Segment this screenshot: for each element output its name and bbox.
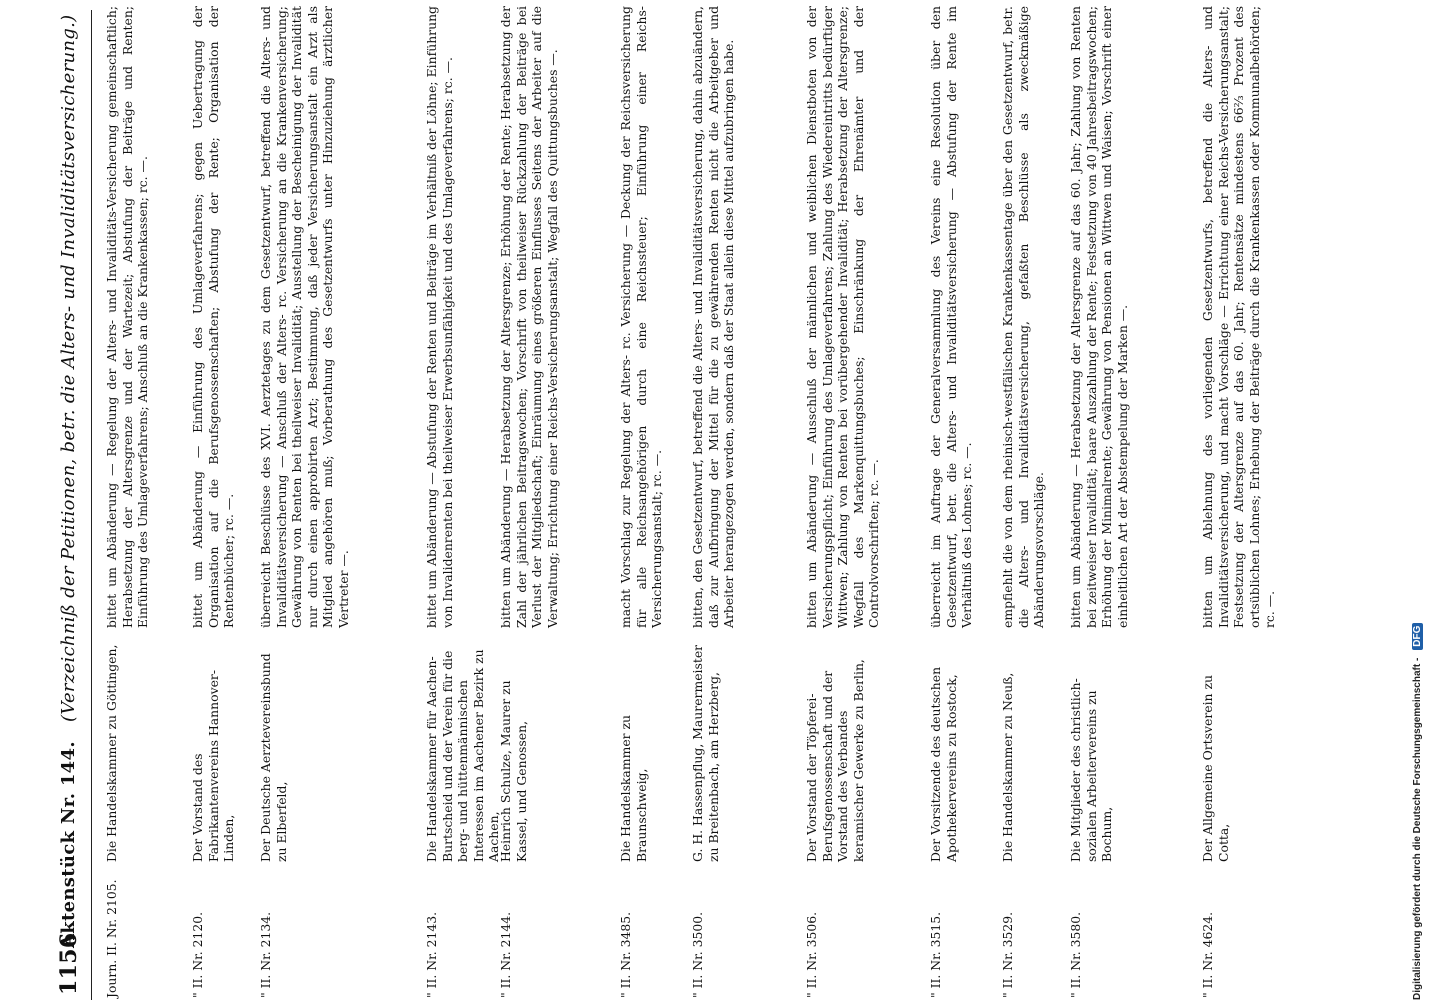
petition-request: empfiehlt die von dem rheinisch-westfälischen Krankenkassentage über den Gesetzentwurf, betr. die Alters- und Invaliditätsversicherung, gefaßten Beschlüsse als zweckmäßige Abänderungsvorschläge. <box>1000 6 1046 628</box>
page-number: 1156 <box>56 932 82 995</box>
petition-request: bittet um Abänderung — Abstufung der Renten und Beiträge im Verhältniß der Löhne; Einführung von Invalidenrenten bei theilweiser Erwerbsunfähigkeit und des Umlageverfahrens; rc. —. <box>424 6 455 628</box>
petitioner: Der Deutsche Aerztevereinsbund zu Elberfeld, <box>258 653 289 862</box>
petitioner: Die Mitglieder des christlich-sozialen Arbeitervereins zu Bochum, <box>1068 678 1114 862</box>
journal-reference: " II. Nr. 3500. <box>690 911 705 998</box>
petition-request: bitten um Abänderung — Ausschluß der männlichen und weiblichen Dienstboten von der Versicherungspflicht; Einführung des Umlageverfahrens; Zahlung des Wiedereintritts bedürftiger Wittwen; Zahlung von Renten bei vorübergehender Invalidität; Herabsetzung der Altersgrenze; Wegfall des Markenquittungsbuches; Einschränkung der Ehrenämter und der Controlvorschriften; rc. —. <box>804 6 881 628</box>
journal-reference: " II. Nr. 3529. <box>1000 911 1015 998</box>
petitioner: Der Vorstand des Fabrikantenvereins Hannover-Linden, <box>190 669 236 862</box>
petition-request: bitten um Ablehnung des vorliegenden Gesetzentwurfs, betreffend die Alters- und Invaliditätsversicherung, und macht Vorschläge — Errichtung einer Reichs-Versicherungsanstalt; Festsetzung der Altersgrenze auf das 60. Jahr; Rentensätze mindestens 66⅔ Prozent des ortsüblichen Lohnes; Erhebung der Beiträge durch die Krankenkassen oder Kommunalbehörden; rc. —. <box>1200 6 1277 628</box>
petition-request: bittet um Abänderung — Regelung der Alters- und Invaliditäts-Versicherung gemeinschaftlich; Herabsetzung der Altersgrenze und der Wartezeit; Abstufung der Beiträge und Renten; Einführung des Umlageverfahrens; Anschluß an die Krankenkassen; rc. —. <box>104 6 150 628</box>
aktenstueck-label: Aktenstück Nr. 144. <box>58 741 79 948</box>
digitization-footer <box>1412 20 1430 1000</box>
petitioner: Die Handelskammer zu Göttingen, <box>104 644 119 862</box>
digitization-note: Digitalisierung gefördert durch die Deutsche Forschungsgemeinschaft - <box>1412 657 1423 1000</box>
page-title: (Verzeichniß der Petitionen, betr. die Alters- und Invaliditätsversicherung.) <box>58 14 79 722</box>
petition-request: überreicht Beschlüsse des XVI. Aerztetages zu dem Gesetzentwurf, betreffend die Alters- und Invaliditätsversicherung — Anschluß der Alters- rc. Versicherung an die Krankenversicherung; Gewährung von Renten bei theilweiser Invalidität; Ausstellung der Bescheinigung der Invalidität nur durch einen approbirten Arzt; Bestimmung, daß jeder Versicherungsanstalt ein Arzt als Mitglied angehören muß; Vorberathung des Gesetzentwurfs unter Hinzuziehung ärztlicher Vertreter —. <box>258 6 351 628</box>
petition-request: bitten, den Gesetzentwurf, betreffend die Alters- und Invaliditätsversicherung, dahin abzuändern, daß zur Aufbringung der Mittel für die zu gewährenden Renten nicht die Arbeitgeber und Arbeiter herangezogen werden, sondern daß der Staat allein diese Mittel aufzubringen habe. <box>690 6 736 628</box>
page-header <box>48 0 92 1000</box>
journal-reference: " II. Nr. 2120. <box>190 911 205 998</box>
journal-reference: " II. Nr. 3485. <box>618 911 633 998</box>
petitioner: Die Handelskammer zu Braunschweig, <box>618 714 649 862</box>
petition-request: überreicht im Auftrage der Generalversammlung des Vereins eine Resolution über den Gesetzentwurf, betr. die Alters- und Invaliditätsversicherung — Abstufung der Rente im Verhältniß des Lohnes; rc. —. <box>928 6 974 628</box>
petitioner: G. H. Hassenpflug, Maurermeister zu Breitenbach, am Herzberg, <box>690 644 721 862</box>
petitioner: Der Allgemeine Ortsverein zu Cotta, <box>1200 675 1231 862</box>
petitioner: Die Handelskammer für Aachen-Burtscheid und der Verein für die berg- und hüttenmännischen Interessen im Aachener Bezirk zu Aachen, <box>424 649 501 862</box>
journal-reference: Journ. II. Nr. 2105. <box>104 879 119 998</box>
journal-reference: " II. Nr. 2134. <box>258 911 273 998</box>
journal-reference: " II. Nr. 3515. <box>928 911 943 998</box>
journal-reference: " II. Nr. 2144. <box>498 911 513 998</box>
petitioner: Der Vorsitzende des deutschen Apothekervereins zu Rostock, <box>928 666 959 862</box>
petition-request: macht Vorschlag zur Regelung der Alters- rc. Versicherung — Deckung der Reichsversicherung für alle Reichsangehörigen durch eine Reichssteuer; Einführung einer Reichs-Versicherungsanstalt; rc. —. <box>618 6 664 628</box>
journal-reference: " II. Nr. 2143. <box>424 911 439 998</box>
petitioner: Heinrich Schulze, Maurer zu Kassel, und Genossen, <box>498 680 529 862</box>
petitioner: Die Handelskammer zu Neuß, <box>1000 672 1015 862</box>
petition-request: bitten um Abänderung — Herabsetzung der Altersgrenze; Erhöhung der Rente; Herabsetzung der Zahl der jährlichen Beitragswochen; Vorschrift von theilweiser Rückzahlung der Beiträge bei Verlust der Mitgliedschaft; Einräumung eines größeren Einflusses Seitens der Arbeiter auf die Verwaltung; Errichtung einer Reichs-Versicherungsanstalt; Wegfall des Quittungsbuches —. <box>498 6 560 628</box>
petition-request: bitten um Abänderung — Herabsetzung der Altersgrenze auf das 60. Jahr; Zahlung von Renten bei zeitweiser Invalidität; baare Auszahlung der Rente; Festsetzung von 40 Jahresbeitragswochen; Erhöhung der Minimalrente; Gewährung von Pensionen an Wittwen und Waisen; Vorschrift einer einheitlichen Art der Abstempelung der Marken —. <box>1068 6 1130 628</box>
journal-reference: " II. Nr. 4624. <box>1200 911 1215 998</box>
header-rule <box>91 10 92 1000</box>
journal-reference: " II. Nr. 3580. <box>1068 911 1083 998</box>
petition-request: bittet um Abänderung — Einführung des Umlageverfahrens; gegen Uebertragung der Organisation auf die Berufsgenossenschaften; Abstufung der Rente; Organisation der Rentenbücher; rc. —. <box>190 6 236 628</box>
dfg-logo: DFG <box>1412 623 1423 650</box>
petitioner: Der Vorstand der Töpferei-Berufsgenossenschaft und der Vorstand des Verbandes keramischer Gewerke zu Berlin, <box>804 659 866 862</box>
journal-reference: " II. Nr. 3506. <box>804 911 819 998</box>
